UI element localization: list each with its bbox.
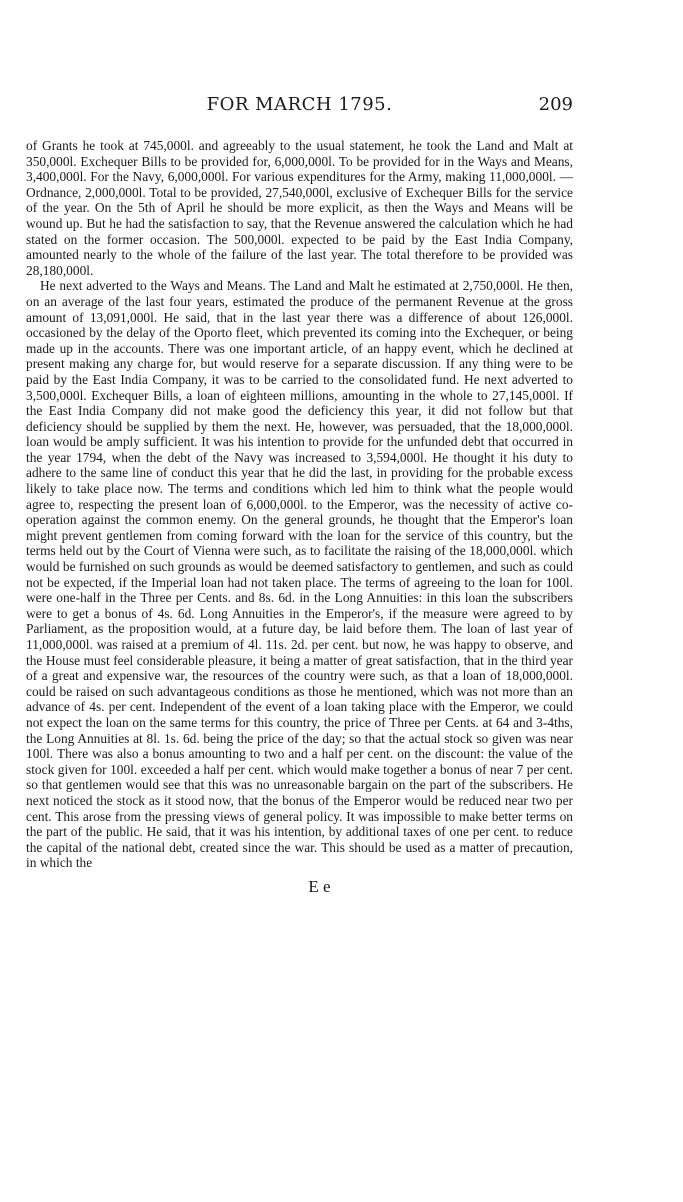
signature-mark: E e (308, 876, 331, 896)
paragraph-ways-and-means: He next adverted to the Ways and Means. The Land and Malt he estimated at 2,750,000l. He then, on an average of the last four years, estimated the produce of the permanent Revenue at the gross amount of 13,091,000l. He said, that in the last year there was a difference of about 126,000l. occasioned by the delay of the Oporto fleet, which prevented its coming into the Exchequer, or being made up in the accounts. There was one important article, of an happy event, which he declined at present making any charge for, but would reserve for a separate discussion. If any thing were to be paid by the East India Company, it was to be carried to the consolidated fund. He next adverted to 3,500,000l. Exchequer Bills, a loan of eighteen millions, amounting in the whole to 27,145,000l. If the East India Company did not make good the deficiency this year, it did not follow but that deficiency should be supplied by them the next. He, however, was persuaded, that the 18,000,000l. loan would be amply sufficient. It was his intention to provide for the unfunded debt that occurred in the year 1794, when the debt of the Navy was increased to 3,594,000l. He thought it his duty to adhere to the same line of conduct this year that he did the last, in providing for the probable excess likely to take place now. The terms and conditions which led him to think what the people would agree to, respecting the present loan of 6,000,000l. to the Emperor, was the necessity of active co-operation against the common enemy. On the general grounds, he thought that the Emperor's loan might prevent gentlemen from coming forward with the loan for the service of this country, but the terms held out by the Court of Vienna were such, as to facilitate the raising of the 18,000,000l. which would be furnished on such grounds as would be deemed satisfactory to gentlemen, and such as could not be expected, if the Imperial loan had not taken place. The terms of agreeing to the loan for 100l. were one-half in the Three per Cents. and 8s. 6d. in the Long Annuities: in this loan the subscribers were to get a bonus of 4s. 6d. Long Annuities in the Emperor's, if the measure were agreed to by Parliament, as the proposition would, at a future day, be laid before them. The loan of last year of 11,000,000l. was raised at a premium of 4l. 11s. 2d. per cent. but now, he was happy to observe, and the House must feel considerable pleasure, it being a matter of great satisfaction, that in the third year of a great and expensive war, the resources of the country were such, as that a loan of 18,000,000l. could be raised on such advantageous conditions as those he mentioned, which was not more than an advance of 4s. per cent. Independent of the event of a loan taking place with the Emperor, we could not expect the loan on the same terms for this country, the price of Three per Cents. at 64 and 3-4ths, the Long Annuities at 8l. 1s. 6d. being the price of the day; so that the actual stock so given was near 100l. There was also a bonus amounting to two and a half per cent. on the discount: the value of the stock given for 100l. exceeded a half per cent. which would make together a bonus of near 7 per cent. so that gentlemen would see that this was no unreasonable bargain on the part of the subscribers. He next noticed the stock as it stood now, that the bonus of the Emperor would be reduced near two per cent. This arose from the pressing views of general policy. It was impossible to make better terms on the part of the public. He said, that it was his intention, by additional taxes of one per cent. to reduce the capital of the national debt, created since the war. This should be used as a matter of precaution, in which the (26, 278, 573, 871)
body-text (26, 138, 573, 871)
page-header (26, 94, 573, 124)
running-head: FOR MARCH 1795. (206, 94, 393, 115)
page-number: 209 (538, 94, 573, 115)
page (26, 94, 573, 897)
paragraph-continuation: of Grants he took at 745,000l. and agreeably to the usual statement, he took the Land and Malt at 350,000l. Exchequer Bills to be provided for, 6,000,000l. To be provided for in the Ways and Means, 3,400,000l. For the Navy, 6,000,000l. For various expenditures for the Army, making 11,000,000l. — Ordnance, 2,000,000l. Total to be provided, 27,540,000l, exclusive of Exchequer Bills for the service of the year. On the 5th of April he should be more explicit, as then the Ways and Means will be wound up. But he had the satisfaction to say, that the Revenue answered the calculation which he had stated on the former occasion. The 500,000l. expected to be paid by the East India Company, amounted nearly to the whole of the failure of the last year. The total therefore to be provided was 28,180,000l. (26, 138, 573, 278)
